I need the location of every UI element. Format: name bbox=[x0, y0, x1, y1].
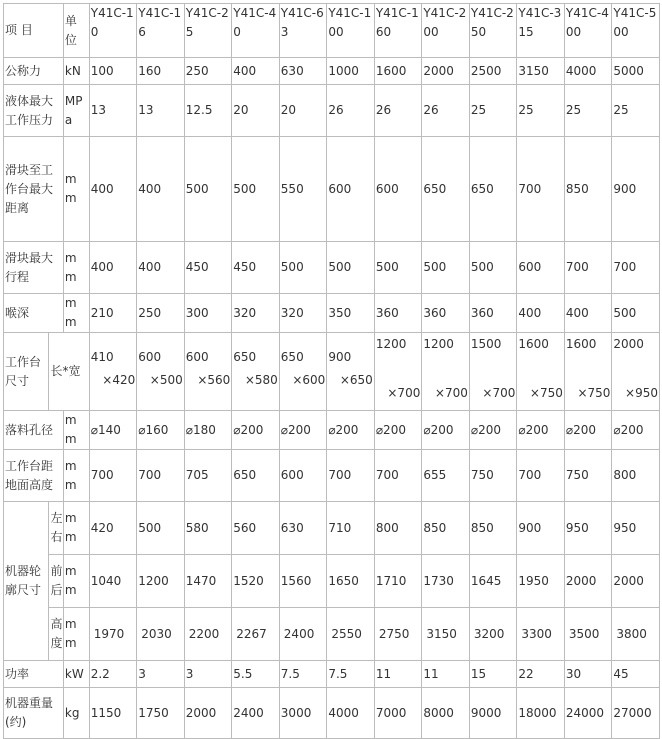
outline-fb-unit: mm bbox=[63, 555, 89, 608]
table-height-value: 750 bbox=[469, 450, 517, 502]
blanking-hole-value: ⌀200 bbox=[517, 411, 565, 450]
max-stroke-value: 400 bbox=[89, 242, 137, 294]
table-height-value: 705 bbox=[184, 450, 232, 502]
nominal-force-value: 4000 bbox=[564, 58, 612, 85]
table-size-width: ×750 bbox=[529, 386, 563, 400]
outline-fb-value: 1520 bbox=[232, 555, 280, 608]
table-size-length: 1200 bbox=[375, 337, 407, 351]
throat-depth-value: 250 bbox=[137, 294, 185, 333]
max-pressure-unit: MPa bbox=[63, 85, 89, 137]
power-value: 3 bbox=[184, 661, 232, 688]
model-header: Y41C-250 bbox=[469, 4, 517, 58]
weight-unit: kg bbox=[63, 688, 89, 739]
throat-depth-unit: mm bbox=[63, 294, 89, 333]
throat-depth-row bbox=[4, 294, 660, 333]
outline-h-value: 3150 bbox=[422, 608, 470, 661]
table-size-width: ×650 bbox=[339, 373, 373, 387]
max-pressure-value: 25 bbox=[517, 85, 565, 137]
outline-h-value: 3800 bbox=[612, 608, 660, 661]
weight-value: 9000 bbox=[469, 688, 517, 739]
weight-value: 24000 bbox=[564, 688, 612, 739]
max-distance-label: 滑块至工作台最大距离 bbox=[4, 137, 64, 242]
table-size-length: 2000 bbox=[613, 337, 644, 351]
max-stroke-label: 滑块最大行程 bbox=[4, 242, 64, 294]
power-value: 7.5 bbox=[279, 661, 327, 688]
outline-h-value: 2400 bbox=[279, 608, 327, 661]
table-size-length: 650 bbox=[233, 350, 257, 364]
throat-depth-value: 350 bbox=[327, 294, 375, 333]
table-size-value bbox=[517, 333, 565, 411]
outline-h-value: 3300 bbox=[517, 608, 565, 661]
max-distance-value: 650 bbox=[469, 137, 517, 242]
nominal-force-value: 1600 bbox=[374, 58, 422, 85]
max-stroke-value: 450 bbox=[184, 242, 232, 294]
max-pressure-value: 13 bbox=[137, 85, 185, 137]
weight-value: 4000 bbox=[327, 688, 375, 739]
header-row bbox=[4, 4, 660, 58]
table-size-value bbox=[422, 333, 470, 411]
table-size-length: 1500 bbox=[470, 337, 502, 351]
table-size-value bbox=[184, 333, 232, 411]
weight-value: 1150 bbox=[89, 688, 137, 739]
table-size-width: ×580 bbox=[244, 373, 278, 387]
outline-h-value: 1970 bbox=[89, 608, 137, 661]
table-height-unit: mm bbox=[63, 450, 89, 502]
blanking-hole-label: 落料孔径 bbox=[4, 411, 64, 450]
max-pressure-value: 25 bbox=[564, 85, 612, 137]
blanking-hole-value: ⌀200 bbox=[279, 411, 327, 450]
throat-depth-value: 320 bbox=[279, 294, 327, 333]
max-pressure-label: 液体最大工作压力 bbox=[4, 85, 64, 137]
max-stroke-value: 500 bbox=[469, 242, 517, 294]
blanking-hole-value: ⌀200 bbox=[564, 411, 612, 450]
outline-h-value: 3200 bbox=[469, 608, 517, 661]
outline-lr-unit: mm bbox=[63, 502, 89, 555]
throat-depth-value: 400 bbox=[564, 294, 612, 333]
table-size-value bbox=[564, 333, 612, 411]
blanking-hole-value: ⌀200 bbox=[327, 411, 375, 450]
max-stroke-value: 500 bbox=[374, 242, 422, 294]
outline-h-value: 2030 bbox=[137, 608, 185, 661]
blanking-hole-value: ⌀200 bbox=[374, 411, 422, 450]
table-height-value: 750 bbox=[564, 450, 612, 502]
max-pressure-value: 26 bbox=[374, 85, 422, 137]
throat-depth-value: 360 bbox=[422, 294, 470, 333]
table-size-value bbox=[327, 333, 375, 411]
outline-fb-value: 2000 bbox=[564, 555, 612, 608]
spec-table bbox=[3, 3, 660, 739]
max-stroke-value: 700 bbox=[612, 242, 660, 294]
table-size-value bbox=[137, 333, 185, 411]
outline-fb-value: 1200 bbox=[137, 555, 185, 608]
table-size-sub: 长*宽 bbox=[49, 333, 89, 411]
max-distance-value: 500 bbox=[232, 137, 280, 242]
outline-fb-value: 1040 bbox=[89, 555, 137, 608]
throat-depth-value: 210 bbox=[89, 294, 137, 333]
outline-fb-value: 1560 bbox=[279, 555, 327, 608]
outline-lr-value: 630 bbox=[279, 502, 327, 555]
table-height-label: 工作台距地面高度 bbox=[4, 450, 64, 502]
model-header: Y41C-500 bbox=[612, 4, 660, 58]
throat-depth-value: 500 bbox=[612, 294, 660, 333]
power-row bbox=[4, 661, 660, 688]
table-height-value: 700 bbox=[374, 450, 422, 502]
max-distance-value: 850 bbox=[564, 137, 612, 242]
outline-h-sub: 高度 bbox=[49, 608, 63, 661]
max-pressure-value: 26 bbox=[422, 85, 470, 137]
blanking-hole-value: ⌀200 bbox=[469, 411, 517, 450]
model-header: Y41C-100 bbox=[327, 4, 375, 58]
weight-value: 8000 bbox=[422, 688, 470, 739]
nominal-force-value: 3150 bbox=[517, 58, 565, 85]
table-size-length: 600 bbox=[138, 350, 162, 364]
max-stroke-value: 500 bbox=[327, 242, 375, 294]
max-distance-value: 500 bbox=[184, 137, 232, 242]
max-pressure-value: 25 bbox=[612, 85, 660, 137]
power-value: 45 bbox=[612, 661, 660, 688]
table-size-width: ×750 bbox=[577, 386, 611, 400]
table-size-length: 600 bbox=[185, 350, 209, 364]
power-value: 2.2 bbox=[89, 661, 137, 688]
model-header: Y41C-200 bbox=[422, 4, 470, 58]
weight-value: 1750 bbox=[137, 688, 185, 739]
max-pressure-value: 20 bbox=[232, 85, 280, 137]
table-size-length: 900 bbox=[328, 350, 352, 364]
model-header: Y41C-160 bbox=[374, 4, 422, 58]
outline-lr-value: 710 bbox=[327, 502, 375, 555]
outline-fb-value: 1730 bbox=[422, 555, 470, 608]
outline-fb-value: 1645 bbox=[469, 555, 517, 608]
blanking-hole-value: ⌀160 bbox=[137, 411, 185, 450]
table-size-width: ×950 bbox=[625, 386, 658, 400]
nominal-force-unit: kN bbox=[63, 58, 89, 85]
max-stroke-value: 500 bbox=[279, 242, 327, 294]
table-size-length: 410 bbox=[90, 350, 114, 364]
weight-label: 机器重量(约) bbox=[4, 688, 64, 739]
blanking-hole-value: ⌀180 bbox=[184, 411, 232, 450]
outline-lr-row bbox=[4, 502, 660, 555]
outline-h-value: 2550 bbox=[327, 608, 375, 661]
table-height-value: 700 bbox=[327, 450, 375, 502]
blanking-hole-value: ⌀200 bbox=[422, 411, 470, 450]
outline-h-value: 3500 bbox=[564, 608, 612, 661]
weight-value: 27000 bbox=[612, 688, 660, 739]
table-size-label: 工作台尺寸 bbox=[4, 333, 49, 411]
table-height-value: 600 bbox=[279, 450, 327, 502]
outline-h-row bbox=[4, 608, 660, 661]
table-size-value bbox=[89, 333, 137, 411]
max-stroke-row bbox=[4, 242, 660, 294]
table-size-length: 650 bbox=[280, 350, 304, 364]
throat-depth-label: 喉深 bbox=[4, 294, 64, 333]
table-size-length: 1200 bbox=[423, 337, 454, 351]
outline-fb-value: 1950 bbox=[517, 555, 565, 608]
outline-h-value: 2750 bbox=[374, 608, 422, 661]
outline-h-value: 2267 bbox=[232, 608, 280, 661]
nominal-force-value: 2500 bbox=[469, 58, 517, 85]
table-size-width: ×600 bbox=[292, 373, 326, 387]
table-size-value bbox=[374, 333, 422, 411]
table-height-value: 700 bbox=[137, 450, 185, 502]
nominal-force-row bbox=[4, 58, 660, 85]
outline-label: 机器轮廓尺寸 bbox=[4, 502, 49, 661]
table-size-value bbox=[279, 333, 327, 411]
throat-depth-value: 360 bbox=[374, 294, 422, 333]
nominal-force-value: 1000 bbox=[327, 58, 375, 85]
table-height-value: 650 bbox=[232, 450, 280, 502]
header-unit: 单位 bbox=[63, 4, 89, 58]
nominal-force-label: 公称力 bbox=[4, 58, 64, 85]
nominal-force-value: 5000 bbox=[612, 58, 660, 85]
throat-depth-value: 300 bbox=[184, 294, 232, 333]
throat-depth-value: 360 bbox=[469, 294, 517, 333]
power-unit: kW bbox=[63, 661, 89, 688]
table-size-width: ×700 bbox=[434, 386, 468, 400]
max-distance-unit: mm bbox=[63, 137, 89, 242]
table-size-length: 1600 bbox=[565, 337, 597, 351]
outline-lr-value: 420 bbox=[89, 502, 137, 555]
power-value: 22 bbox=[517, 661, 565, 688]
throat-depth-value: 400 bbox=[517, 294, 565, 333]
table-height-value: 700 bbox=[89, 450, 137, 502]
outline-fb-value: 2000 bbox=[612, 555, 660, 608]
max-pressure-row bbox=[4, 85, 660, 137]
power-label: 功率 bbox=[4, 661, 64, 688]
outline-lr-value: 800 bbox=[374, 502, 422, 555]
max-distance-row bbox=[4, 137, 660, 242]
table-size-width: ×500 bbox=[149, 373, 183, 387]
outline-fb-row bbox=[4, 555, 660, 608]
model-header: Y41C-63 bbox=[279, 4, 327, 58]
max-distance-value: 700 bbox=[517, 137, 565, 242]
table-height-value: 700 bbox=[517, 450, 565, 502]
max-distance-value: 600 bbox=[374, 137, 422, 242]
table-size-value bbox=[612, 333, 660, 411]
max-distance-value: 550 bbox=[279, 137, 327, 242]
blanking-hole-value: ⌀200 bbox=[612, 411, 660, 450]
table-size-width: ×700 bbox=[387, 386, 421, 400]
outline-lr-value: 900 bbox=[517, 502, 565, 555]
outline-h-unit: mm bbox=[63, 608, 89, 661]
nominal-force-value: 400 bbox=[232, 58, 280, 85]
max-pressure-value: 20 bbox=[279, 85, 327, 137]
weight-value: 7000 bbox=[374, 688, 422, 739]
table-height-row bbox=[4, 450, 660, 502]
max-pressure-value: 13 bbox=[89, 85, 137, 137]
max-distance-value: 400 bbox=[137, 137, 185, 242]
max-pressure-value: 12.5 bbox=[184, 85, 232, 137]
model-header: Y41C-10 bbox=[89, 4, 137, 58]
model-header: Y41C-315 bbox=[517, 4, 565, 58]
outline-lr-value: 500 bbox=[137, 502, 185, 555]
power-value: 11 bbox=[374, 661, 422, 688]
max-pressure-value: 26 bbox=[327, 85, 375, 137]
table-height-value: 655 bbox=[422, 450, 470, 502]
table-size-value bbox=[232, 333, 280, 411]
blanking-hole-value: ⌀200 bbox=[232, 411, 280, 450]
power-value: 11 bbox=[422, 661, 470, 688]
max-distance-value: 400 bbox=[89, 137, 137, 242]
power-value: 5.5 bbox=[232, 661, 280, 688]
table-size-length: 1600 bbox=[518, 337, 549, 351]
blanking-hole-row bbox=[4, 411, 660, 450]
model-header: Y41C-25 bbox=[184, 4, 232, 58]
outline-lr-value: 850 bbox=[469, 502, 517, 555]
max-distance-value: 900 bbox=[612, 137, 660, 242]
weight-value: 2000 bbox=[184, 688, 232, 739]
nominal-force-value: 2000 bbox=[422, 58, 470, 85]
max-distance-value: 600 bbox=[327, 137, 375, 242]
outline-fb-sub: 前后 bbox=[49, 555, 63, 608]
outline-lr-sub: 左右 bbox=[49, 502, 63, 555]
outline-lr-value: 580 bbox=[184, 502, 232, 555]
outline-fb-value: 1710 bbox=[374, 555, 422, 608]
outline-fb-value: 1650 bbox=[327, 555, 375, 608]
outline-fb-value: 1470 bbox=[184, 555, 232, 608]
max-stroke-value: 600 bbox=[517, 242, 565, 294]
max-distance-value: 650 bbox=[422, 137, 470, 242]
table-size-width: ×560 bbox=[197, 373, 231, 387]
model-header: Y41C-16 bbox=[137, 4, 185, 58]
nominal-force-value: 250 bbox=[184, 58, 232, 85]
max-stroke-value: 450 bbox=[232, 242, 280, 294]
outline-lr-value: 560 bbox=[232, 502, 280, 555]
table-size-width: ×420 bbox=[102, 373, 136, 387]
weight-row bbox=[4, 688, 660, 739]
max-stroke-value: 500 bbox=[422, 242, 470, 294]
model-header: Y41C-40 bbox=[232, 4, 280, 58]
blanking-hole-value: ⌀140 bbox=[89, 411, 137, 450]
power-value: 7.5 bbox=[327, 661, 375, 688]
outline-lr-value: 850 bbox=[422, 502, 470, 555]
max-stroke-value: 700 bbox=[564, 242, 612, 294]
power-value: 30 bbox=[564, 661, 612, 688]
table-height-value: 800 bbox=[612, 450, 660, 502]
table-size-row bbox=[4, 333, 660, 411]
nominal-force-value: 160 bbox=[137, 58, 185, 85]
throat-depth-value: 320 bbox=[232, 294, 280, 333]
weight-value: 3000 bbox=[279, 688, 327, 739]
outline-h-value: 2200 bbox=[184, 608, 232, 661]
outline-lr-value: 950 bbox=[564, 502, 612, 555]
weight-value: 18000 bbox=[517, 688, 565, 739]
nominal-force-value: 630 bbox=[279, 58, 327, 85]
weight-value: 2400 bbox=[232, 688, 280, 739]
model-header: Y41C-400 bbox=[564, 4, 612, 58]
max-stroke-unit: mm bbox=[63, 242, 89, 294]
blanking-hole-unit: mm bbox=[63, 411, 89, 450]
header-item: 项 目 bbox=[4, 4, 64, 58]
nominal-force-value: 100 bbox=[89, 58, 137, 85]
table-size-value bbox=[469, 333, 517, 411]
max-pressure-value: 25 bbox=[469, 85, 517, 137]
power-value: 15 bbox=[469, 661, 517, 688]
table-size-width: ×700 bbox=[482, 386, 516, 400]
power-value: 3 bbox=[137, 661, 185, 688]
outline-lr-value: 950 bbox=[612, 502, 660, 555]
max-stroke-value: 400 bbox=[137, 242, 185, 294]
